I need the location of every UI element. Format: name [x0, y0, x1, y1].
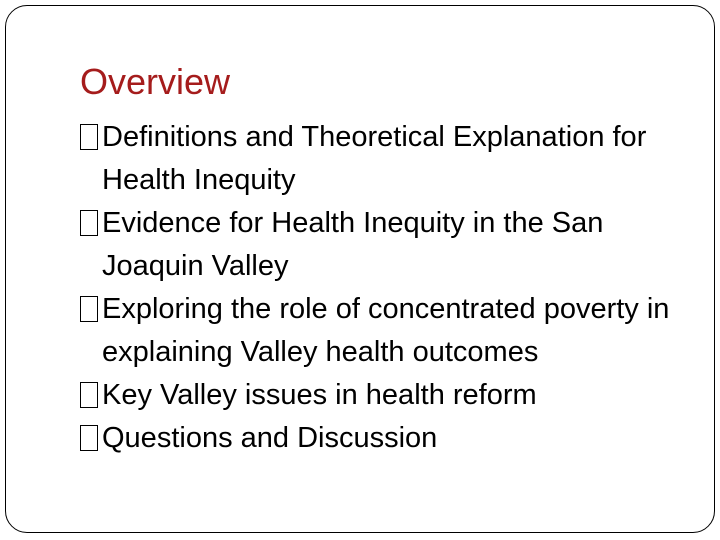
bullet-item — [80, 417, 680, 460]
bullet-item — [80, 116, 680, 202]
bullet-text: Exploring the role of concentrated poverty in explaining Valley health outcomes — [102, 293, 670, 368]
bullet-item — [80, 288, 680, 374]
bullet-box-icon — [80, 296, 98, 322]
bullet-text: Questions and Discussion — [102, 422, 438, 454]
bullet-box-icon — [80, 124, 98, 150]
bullet-list — [80, 116, 680, 460]
bullet-text: Key Valley issues in health reform — [102, 379, 537, 411]
bullet-text: Definitions and Theoretical Explanation for Health Inequity — [102, 121, 647, 196]
slide-title: Overview — [80, 61, 231, 102]
bullet-box-icon — [80, 210, 98, 236]
bullet-text: Evidence for Health Inequity in the San Joaquin Valley — [102, 207, 604, 282]
bullet-box-icon — [80, 425, 98, 451]
bullet-box-icon — [80, 382, 98, 408]
bullet-item — [80, 202, 680, 288]
bullet-item — [80, 374, 680, 417]
